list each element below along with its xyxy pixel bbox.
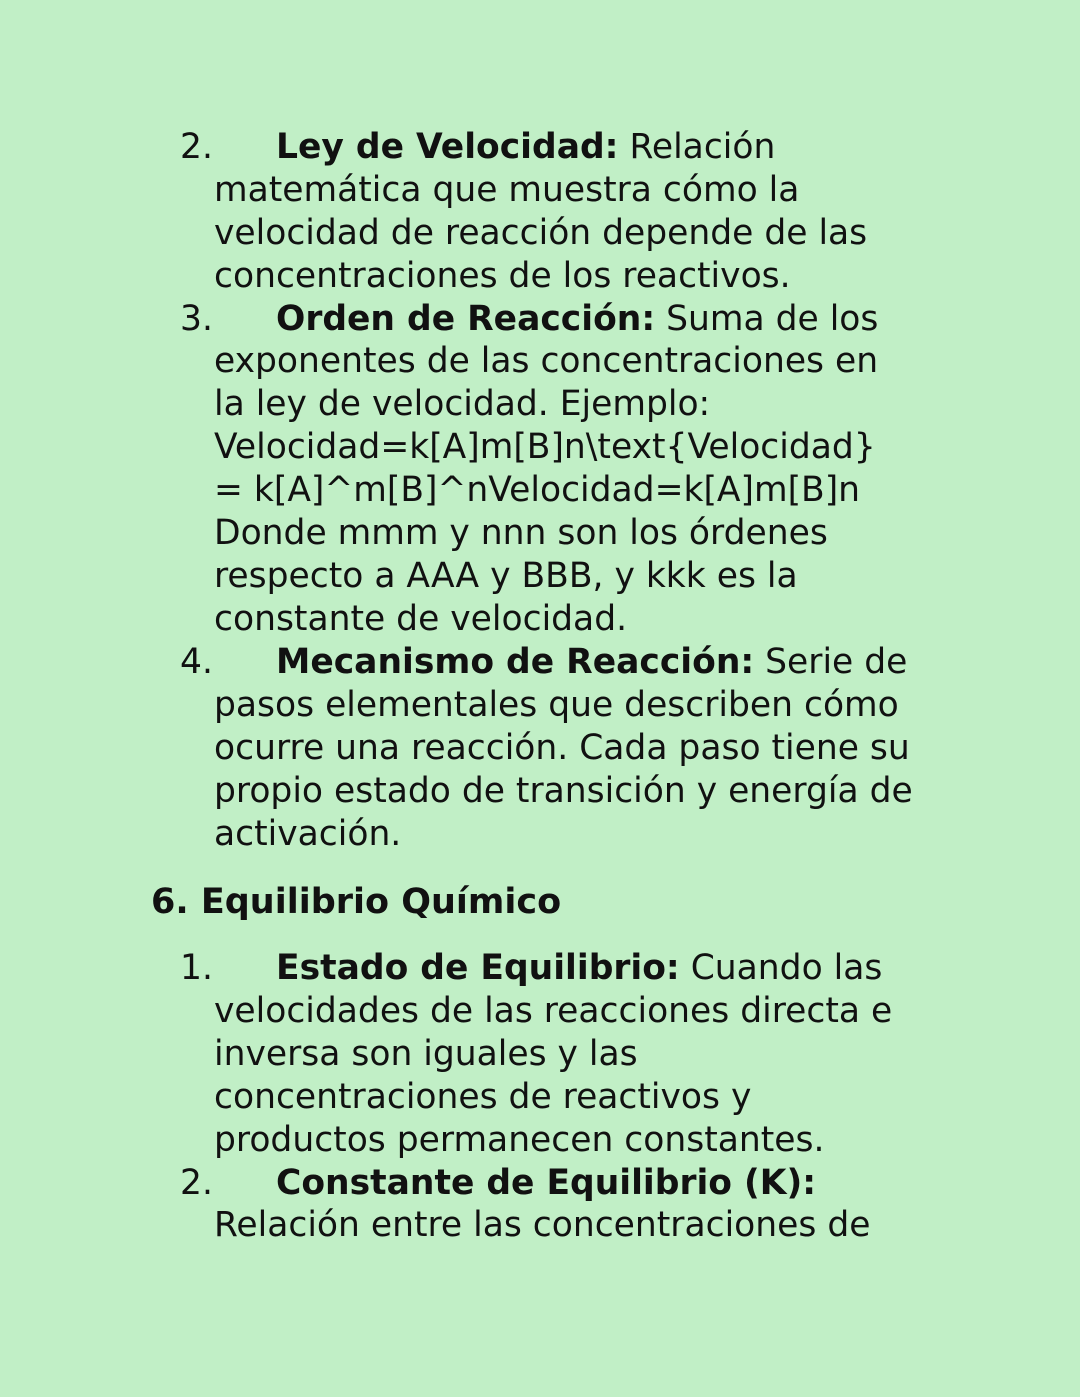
term-label: Constante de Equilibrio (K):: [276, 1162, 817, 1203]
definition-text: Suma de los: [655, 298, 879, 339]
list-number: 3.: [180, 298, 213, 339]
definition-line: Relación entre las concentraciones de: [214, 1205, 871, 1246]
list-line: [276, 298, 878, 341]
term-label: Ley de Velocidad:: [276, 127, 619, 167]
definition-text: Serie de: [754, 642, 908, 682]
definition-text: Relación: [618, 127, 776, 167]
definition-line: respecto a AAA y BBB, y kkk es la: [214, 555, 798, 596]
list-number: 1.: [180, 948, 213, 988]
definition-line: concentraciones de los reactivos.: [214, 255, 791, 296]
section-heading: 6. Equilibrio Químico: [151, 882, 562, 922]
formula-line: Velocidad=k[A]m[B]n\text{Velocidad}: [214, 427, 876, 468]
term-label: Estado de Equilibrio:: [276, 948, 680, 988]
list-number: 4.: [180, 642, 213, 682]
definition-line: pasos elementales que describen cómo: [214, 684, 899, 725]
definition-line: concentraciones de reactivos y: [214, 1076, 752, 1117]
definition-line: velocidades de las reacciones directa e: [214, 990, 893, 1031]
definition-line: constante de velocidad.: [214, 598, 628, 639]
list-line: [276, 641, 907, 684]
definition-line: Donde mmm y nnn son los órdenes: [214, 513, 828, 554]
definition-line: propio estado de transición y energía de: [214, 770, 913, 811]
definition-line: activación.: [214, 813, 402, 854]
term-label: Orden de Reacción:: [276, 298, 656, 339]
list-number: 2.: [180, 1162, 213, 1203]
definition-line: la ley de velocidad. Ejemplo:: [214, 384, 711, 425]
definition-line: productos permanecen constantes.: [214, 1119, 825, 1160]
definition-line: matemática que muestra cómo la: [214, 169, 800, 210]
list-line: [276, 126, 775, 169]
formula-line: = k[A]^m[B]^nVelocidad=k[A]m[B]n: [214, 470, 861, 511]
term-label: Mecanismo de Reacción:: [276, 642, 755, 682]
list-number: 2.: [180, 127, 213, 167]
definition-line: inversa son iguales y las: [214, 1033, 638, 1074]
definition-line: ocurre una reacción. Cada paso tiene su: [214, 727, 910, 768]
definition-line: exponentes de las concentraciones en: [214, 341, 879, 382]
list-line: [276, 947, 882, 990]
list-line: [276, 1162, 816, 1205]
definition-line: velocidad de reacción depende de las: [214, 212, 868, 253]
definition-text: Cuando las: [679, 948, 883, 988]
